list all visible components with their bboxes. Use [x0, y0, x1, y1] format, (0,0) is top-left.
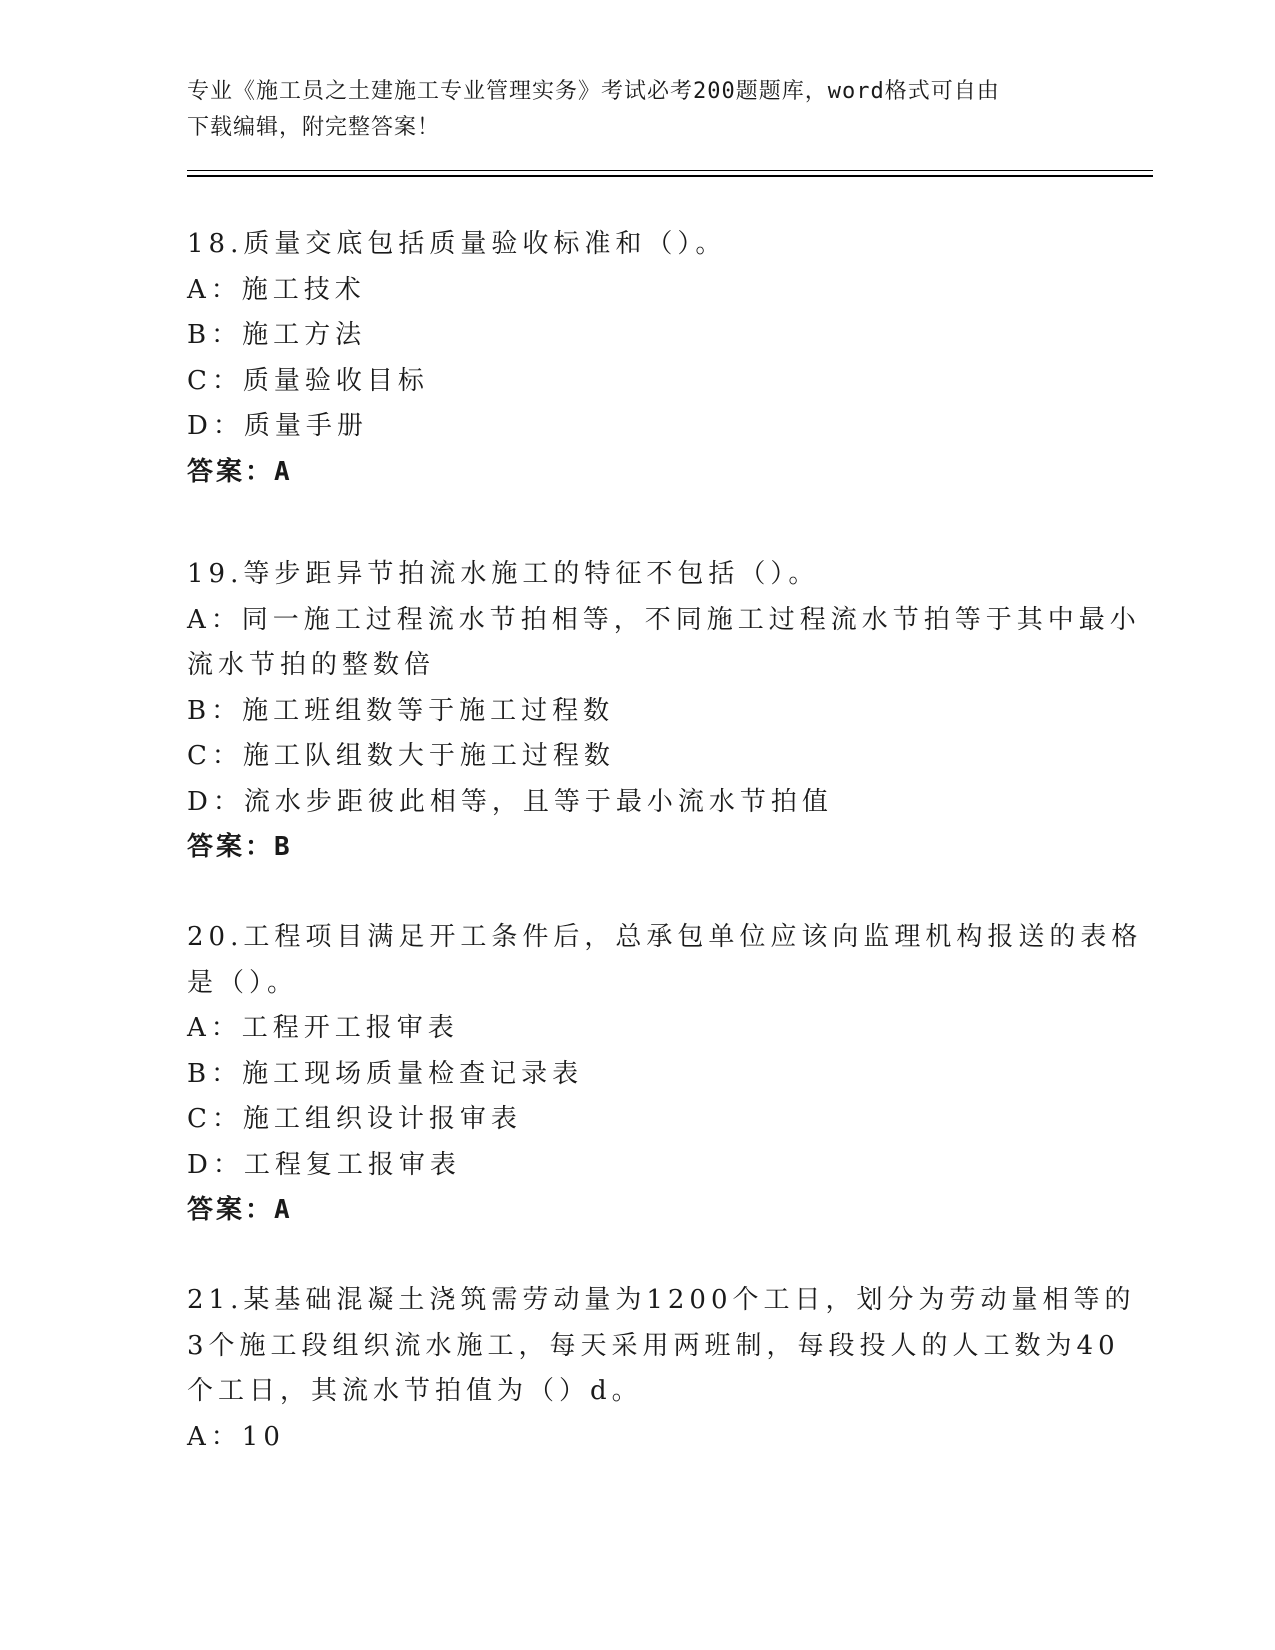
- option-d: D：工程复工报审表: [187, 1149, 461, 1180]
- option-b: B：施工方法: [187, 320, 367, 350]
- option-a: A：同一施工过程流水节拍相等，不同施工过程流水节拍等于其中最小: [187, 604, 1141, 635]
- option-b: B：施工班组数等于施工过程数: [187, 695, 615, 726]
- answer-label: 答案：A: [187, 456, 293, 487]
- question-stem: 20.工程项目满足开工条件后，总承包单位应该向监理机构报送的表格: [187, 922, 1143, 952]
- option-c: C：施工组织设计报审表: [187, 1104, 522, 1134]
- option-a: A：施工技术: [187, 274, 366, 305]
- option-d: D：流水步距彼此相等，且等于最小流水节拍值: [187, 786, 833, 817]
- document-header: [187, 74, 1067, 146]
- header-line-1: 专业《施工员之土建施工专业管理实务》考试必考200题题库，word格式可自由: [187, 79, 1000, 104]
- option-c: C：质量验收目标: [187, 365, 429, 396]
- option-a: A：工程开工报审表: [187, 1013, 459, 1043]
- question-stem: 19.等步距异节拍流水施工的特征不包括（）。: [187, 559, 820, 589]
- question-stem: 18.质量交底包括质量验收标准和（）。: [187, 229, 727, 259]
- question-stem-continuation: 是（）。: [187, 967, 299, 998]
- header-divider-thick: [187, 175, 1153, 177]
- question-20: [187, 915, 1143, 1234]
- question-19: [187, 552, 1141, 871]
- answer-label: 答案：A: [187, 1195, 293, 1225]
- option-d: D：质量手册: [187, 411, 368, 441]
- question-stem-continuation: 个工日，其流水节拍值为（）d。: [187, 1376, 643, 1406]
- header-divider-thin: [187, 170, 1153, 171]
- question-stem: 21.某基础混凝土浇筑需劳动量为1200个工日，划分为劳动量相等的: [187, 1285, 1136, 1315]
- option-a-continuation: 流水节拍的整数倍: [187, 650, 436, 680]
- option-a: A：10: [187, 1421, 285, 1452]
- answer-label: 答案：B: [187, 832, 293, 862]
- question-18: [187, 222, 1067, 495]
- option-b: B：施工现场质量检查记录表: [187, 1058, 584, 1089]
- header-line-2: 下载编辑，附完整答案！: [187, 115, 441, 140]
- question-21: [187, 1278, 1136, 1460]
- option-c: C：施工队组数大于施工过程数: [187, 741, 615, 771]
- question-stem-continuation: 3个施工段组织流水施工，每天采用两班制，每段投人的人工数为40: [187, 1330, 1120, 1361]
